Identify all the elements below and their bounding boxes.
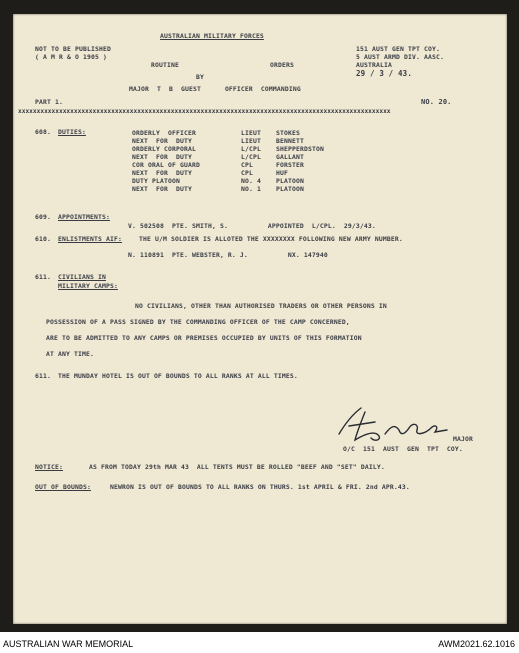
duty-rank: CPL	[241, 169, 253, 177]
duties-heading: DUTIES:	[58, 128, 86, 136]
duty-rank: NO. 4	[241, 177, 261, 185]
duty-role: ORDERLY OFFICER	[132, 129, 196, 137]
officer-commanding-line: MAJOR T B GUEST OFFICER COMMANDING	[129, 85, 301, 93]
civilians-heading-1: CIVILIANS IN	[58, 273, 106, 281]
duty-rank: L/CPL	[241, 145, 261, 153]
signature-unit: O/C 151 AUST GEN TPT COY.	[343, 445, 463, 453]
unit-line-1: 151 AUST GEN TPT COY.	[356, 45, 440, 53]
civilians-heading-2: MILITARY CAMPS:	[58, 282, 118, 290]
duty-rank: NO. 1	[241, 185, 261, 193]
document-title: AUSTRALIAN MILITARY FORCES	[160, 32, 264, 40]
civilians-text-line: POSSESSION OF A PASS SIGNED BY THE COMMANDING OFFICER OF THE CAMP CONCERNED,	[46, 318, 350, 326]
duty-name: SHEPPERDSTON	[276, 145, 324, 153]
notice-text: AS FROM TODAY 29th MAR 43 ALL TENTS MUST BE ROLLED "BEEF AND "SET" DAILY.	[89, 463, 385, 471]
duty-name: GALLANT	[276, 153, 304, 161]
civilians-text-line: AT ANY TIME.	[46, 350, 94, 358]
orders-label: ORDERS	[270, 61, 294, 69]
unit-line-3: AUSTRALIA	[356, 61, 392, 69]
civilians-text-line: ARE TO BE ADMITTED TO ANY CAMPS OR PREMISES OCCUPIED BY UNITS OF THIS FORMATION	[46, 334, 362, 342]
duty-name: PLATOON	[276, 177, 304, 185]
order-date: 29 / 3 / 43.	[356, 69, 412, 78]
duty-rank: L/CPL	[241, 153, 261, 161]
appointment-entry: V. 502508 PTE. SMITH, S. APPOINTED L/CPL. 29/3/43.	[128, 222, 376, 230]
duty-name: FORSTER	[276, 161, 304, 169]
order-number: NO. 20.	[421, 98, 452, 106]
archive-accession-number: AWM2021.62.1016	[438, 639, 515, 649]
duty-rank: CPL	[241, 161, 253, 169]
restriction-line-1: NOT TO BE PUBLISHED	[35, 45, 111, 53]
duty-role: NEXT FOR DUTY	[132, 185, 192, 193]
officer-signature	[335, 404, 453, 446]
duty-rank: LIEUT	[241, 137, 261, 145]
separator-line: xxxxxxxxxxxxxxxxxxxxxxxxxxxxxxxxxxxxxxxxxxxxxxxxxxxxxxxxxxxxxxxxxxxxxxxxxxxxxxxxxxxxxxxxxxxxxxxxxxxx	[18, 109, 391, 115]
signature-rank: MAJOR	[453, 435, 473, 443]
duty-rank: LIEUT	[241, 129, 261, 137]
archive-credit: AUSTRALIAN WAR MEMORIAL	[3, 639, 134, 649]
hotel-text: THE MUNDAY HOTEL IS OUT OF BOUNDS TO ALL RANKS AT ALL TIMES.	[58, 372, 298, 380]
by-label: BY	[196, 73, 204, 81]
out-of-bounds-heading: OUT OF BOUNDS:	[35, 483, 91, 491]
civilians-number: 611.	[35, 273, 51, 281]
notice-heading: NOTICE:	[35, 463, 63, 471]
duty-role: DUTY PLATOON	[132, 177, 180, 185]
duty-role: COR ORAL OF GUARD	[132, 161, 200, 169]
duty-name: PLATOON	[276, 185, 304, 193]
routine-label: ROUTINE	[151, 61, 179, 69]
duty-role: NEXT FOR DUTY	[132, 137, 192, 145]
document-page	[13, 14, 507, 624]
enlistment-entry: N. 110891 PTE. WEBSTER, R. J. NX. 147940	[128, 251, 328, 259]
appointments-heading: APPOINTMENTS:	[58, 213, 110, 221]
enlistments-number: 610.	[35, 235, 51, 243]
restriction-line-2: ( A M R & O 1905 )	[35, 53, 107, 61]
enlistments-text: THE U/M SOLDIER IS ALLOTED THE XXXXXXXX FOLLOWING NEW ARMY NUMBER.	[139, 235, 403, 243]
appointments-number: 609.	[35, 213, 51, 221]
archive-footer	[0, 636, 519, 653]
out-of-bounds-text: NEWRON IS OUT OF BOUNDS TO ALL RANKS ON THURS. 1st APRIL & FRI. 2nd APR.43.	[110, 483, 410, 491]
duty-role: NEXT FOR DUTY	[132, 169, 192, 177]
duty-name: HUF	[276, 169, 288, 177]
unit-line-2: 5 AUST ARMD DIV. AASC.	[356, 53, 444, 61]
duty-name: BENNETT	[276, 137, 304, 145]
duties-number: 608.	[35, 128, 51, 136]
duty-name: STOKES	[276, 129, 300, 137]
civilians-text-line: NO CIVILIANS, OTHER THAN AUTHORISED TRADERS OR OTHER PERSONS IN	[135, 302, 387, 310]
hotel-number: 611.	[35, 372, 51, 380]
duty-role: NEXT FOR DUTY	[132, 153, 192, 161]
part-label: PART 1.	[35, 98, 63, 106]
duty-role: ORDERLY CORPORAL	[132, 145, 196, 153]
enlistments-heading: ENLISTMENTS AIF:	[58, 235, 122, 243]
